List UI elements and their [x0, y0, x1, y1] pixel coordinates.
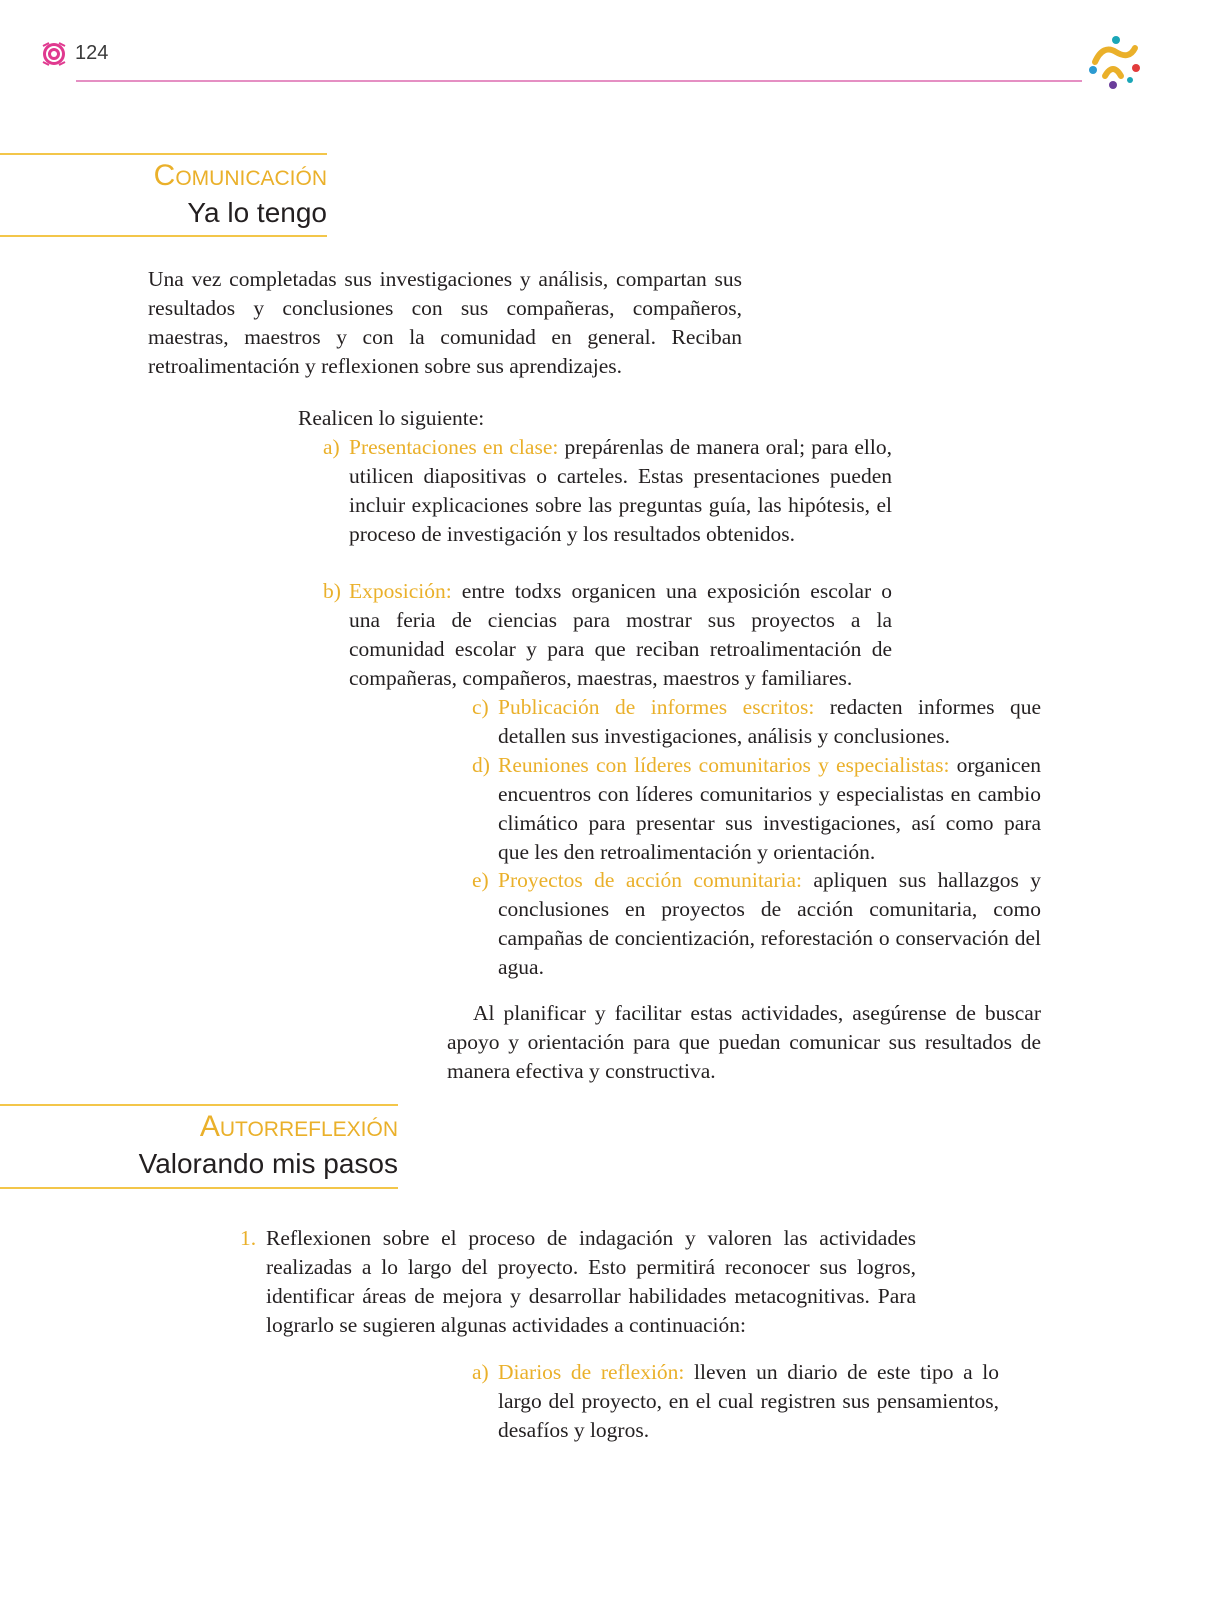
- decorative-flower-icon: [40, 40, 68, 68]
- list-marker: a): [323, 435, 340, 459]
- item-label: Reuniones con líderes comunitarios y especialistas:: [498, 753, 950, 777]
- item-label: Proyectos de acción comunitaria:: [498, 868, 802, 892]
- closing-paragraph: Al planificar y facilitar estas actividades, asegúrense de buscar apoyo y orientación para que puedan comunicar sus resultados de manera efectiva y constructiva.: [447, 1001, 1041, 1083]
- section-title: Autorreflexión: [199, 1110, 398, 1143]
- list-marker: c): [472, 695, 489, 719]
- page-number: 124: [75, 42, 109, 64]
- dancing-figure-logo-icon: [1085, 32, 1143, 90]
- item-text: redacten informes que detallen sus investigaciones, análisis y conclusiones.: [498, 695, 1041, 748]
- section-subtitle: Ya lo tengo: [187, 197, 327, 228]
- list-item-b: [323, 577, 892, 693]
- section-header-comunicacion: [0, 153, 327, 237]
- list-item-d: [472, 751, 1042, 867]
- item-text: organicen encuentros con líderes comunitarios y especialistas en cambio climático para presentar sus investigaciones, así como para que les den retroalimentación y orientación.: [498, 753, 1042, 864]
- list-item-c: [472, 693, 1041, 751]
- list-item-a: [323, 433, 892, 549]
- section-subtitle: Valorando mis pasos: [138, 1148, 398, 1179]
- list-item-e: [472, 866, 1041, 982]
- list-marker: b): [323, 579, 341, 603]
- item-label: Publicación de informes escritos:: [498, 695, 815, 719]
- list-marker: e): [472, 868, 489, 892]
- lead-text: Realicen lo siguiente:: [298, 406, 485, 430]
- list-item-reflection-a: [472, 1358, 999, 1445]
- section-header-autorreflexion: [0, 1104, 398, 1189]
- item-text: entre todxs organicen una exposición escolar o una feria de ciencias para mostrar sus proyectos a la comunidad escolar y para que reciban retroalimentación de compañeras, compañeros, maestras, maestros y familiares.: [349, 579, 892, 690]
- step-marker: 1.: [240, 1226, 257, 1250]
- item-text: apliquen sus hallazgos y conclusiones en proyectos de acción comunitaria, como campañas de concientización, reforestación o conservación del agua.: [498, 868, 1041, 979]
- item-label: Exposición:: [349, 579, 452, 603]
- list-marker: d): [472, 753, 490, 777]
- list-marker: a): [472, 1360, 489, 1384]
- item-label: Diarios de reflexión:: [498, 1360, 685, 1384]
- header-rule: [76, 80, 1082, 82]
- intro-paragraph: Una vez completadas sus investigaciones y análisis, compartan sus resultados y conclusiones con sus compañeras, compañeros, maestras, maestros y con la comunidad en general. Reciban retroalimentación y reflexionen sobre sus aprendizajes.: [148, 267, 742, 378]
- item-text: lleven un diario de este tipo a lo largo del proyecto, en el cual registren sus pensamientos, desafíos y logros.: [498, 1360, 999, 1442]
- numbered-step-1: [240, 1224, 916, 1340]
- step-text: Reflexionen sobre el proceso de indagación y valoren las actividades realizadas a lo largo del proyecto. Esto permitirá reconocer sus logros, identificar áreas de mejora y desarrollar habilidades metacognitivas. Para lograrlo se sugieren algunas actividades a continuación:: [266, 1226, 916, 1337]
- item-label: Presentaciones en clase:: [349, 435, 559, 459]
- item-text: prepárenlas de manera oral; para ello, utilicen diapositivas o carteles. Estas presentaciones pueden incluir explicaciones sobre las preguntas guía, las hipótesis, el proceso de investigación y los resultados obtenidos.: [349, 435, 892, 546]
- section-title: Comunicación: [153, 159, 327, 192]
